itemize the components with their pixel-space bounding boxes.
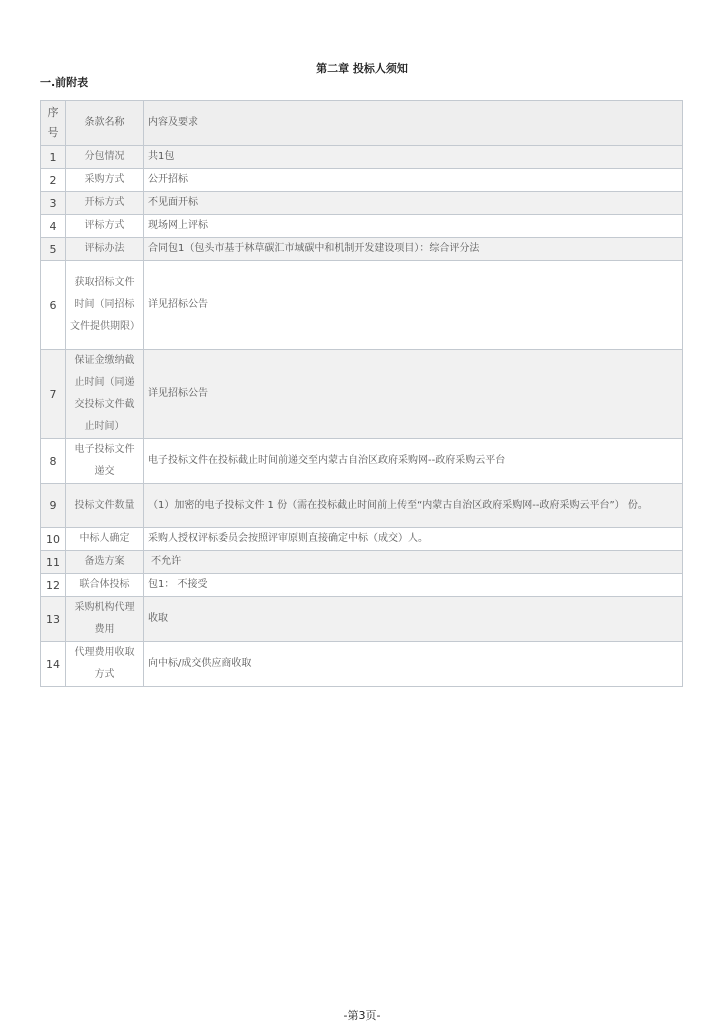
table-row [41,146,683,169]
row-name: 获取招标文件时间（同招标文件提供期限） [66,261,144,350]
row-content: 共1包 [144,146,683,169]
row-content: 公开招标 [144,169,683,192]
row-name: 分包情况 [66,146,144,169]
row-name: 备选方案 [66,551,144,574]
table-row [41,551,683,574]
table-header-row [41,101,683,146]
row-content: 包1： 不接受 [144,574,683,597]
row-content: 收取 [144,597,683,642]
row-content: 详见招标公告 [144,350,683,439]
row-no: 5 [41,238,66,261]
row-name: 评标办法 [66,238,144,261]
row-no: 1 [41,146,66,169]
table-row [41,238,683,261]
row-content: 现场网上评标 [144,215,683,238]
table-row [41,192,683,215]
row-name: 电子投标文件递交 [66,439,144,484]
table-row [41,215,683,238]
row-no: 13 [41,597,66,642]
table-row [41,484,683,528]
row-content: 详见招标公告 [144,261,683,350]
table-row [41,169,683,192]
row-content: 电子投标文件在投标截止时间前递交至内蒙古自治区政府采购网--政府采购云平台 [144,439,683,484]
table-row [41,261,683,350]
row-content: 向中标/成交供应商收取 [144,642,683,687]
table-row [41,574,683,597]
chapter-title: 第二章 投标人须知 [316,62,408,75]
table-row [41,642,683,687]
row-no: 4 [41,215,66,238]
row-name: 联合体投标 [66,574,144,597]
page-number: -第3页- [343,1009,381,1022]
row-name: 采购机构代理费用 [66,597,144,642]
row-name: 采购方式 [66,169,144,192]
row-no: 11 [41,551,66,574]
table-row [41,597,683,642]
row-content: （1）加密的电子投标文件 1 份（需在投标截止时间前上传至“内蒙古自治区政府采购网--政府采购云平台”） 份。 [144,484,683,528]
row-no: 7 [41,350,66,439]
row-name: 保证金缴纳截止时间（同递交投标文件截止时间） [66,350,144,439]
table-row [41,528,683,551]
row-no: 3 [41,192,66,215]
header-content: 内容及要求 [144,101,683,146]
table-row [41,439,683,484]
row-content: 不见面开标 [144,192,683,215]
row-no: 8 [41,439,66,484]
header-name: 条款名称 [66,101,144,146]
row-no: 12 [41,574,66,597]
table-row [41,350,683,439]
section-title: 一.前附表 [40,76,89,89]
row-name: 代理费用收取方式 [66,642,144,687]
row-no: 9 [41,484,66,528]
row-no: 2 [41,169,66,192]
header-no: 序号 [41,101,66,146]
row-no: 14 [41,642,66,687]
row-content: 采购人授权评标委员会按照评审原则直接确定中标（成交）人。 [144,528,683,551]
row-no: 10 [41,528,66,551]
row-no: 6 [41,261,66,350]
row-name: 投标文件数量 [66,484,144,528]
row-name: 中标人确定 [66,528,144,551]
appendix-table [40,100,683,687]
row-content: 合同包1（包头市基于林草碳汇市域碳中和机制开发建设项目）：综合评分法 [144,238,683,261]
row-content: 不允许 [144,551,683,574]
row-name: 开标方式 [66,192,144,215]
row-name: 评标方式 [66,215,144,238]
